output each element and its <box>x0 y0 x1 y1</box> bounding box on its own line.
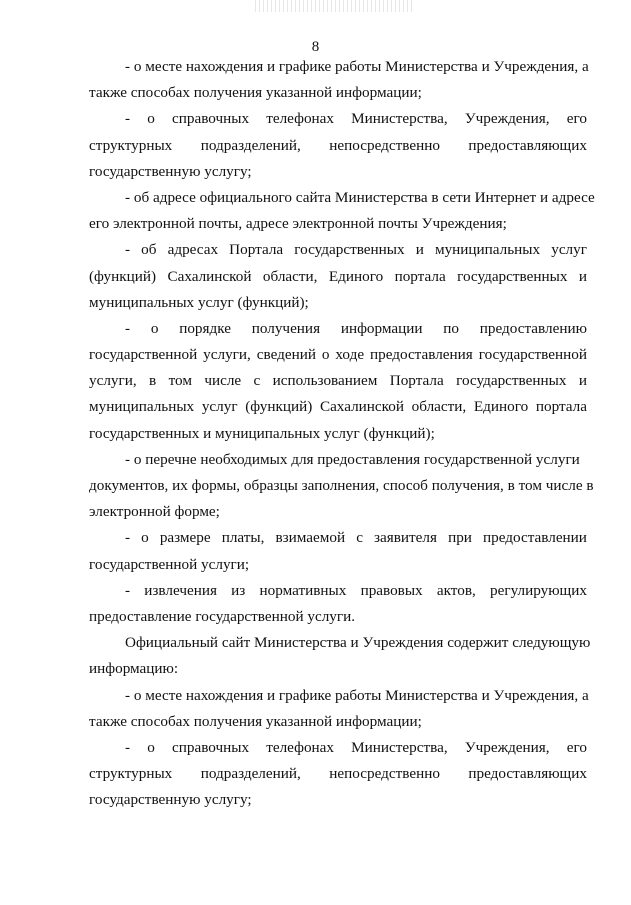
text-line <box>89 735 587 761</box>
word: платы, <box>221 529 265 547</box>
word: информации <box>340 319 423 337</box>
word: портала <box>535 398 587 416</box>
word: структурных <box>89 765 173 783</box>
text-line <box>89 368 587 394</box>
word: использованием <box>272 372 378 390</box>
word: его <box>566 110 587 128</box>
word: предоставляющих <box>468 136 587 154</box>
word: из <box>231 581 246 599</box>
word: (функций) <box>245 398 313 416</box>
paragraph <box>89 578 587 630</box>
paragraph <box>89 630 591 682</box>
word: структурных <box>89 136 173 154</box>
word: регулирующих <box>490 581 587 599</box>
word: услуги, <box>89 372 137 390</box>
word: телефонах <box>266 738 334 756</box>
text-line: предоставление государственной услуги. <box>89 607 356 625</box>
word: предоставлении <box>483 529 587 547</box>
word: Портала <box>229 241 284 259</box>
text-line: муниципальных услуг (функций); <box>89 293 309 311</box>
text-line: информацию: <box>89 660 179 678</box>
word: при <box>448 529 472 547</box>
text-line: документов, их формы, образцы заполнения, способ получения, в том числе в <box>89 477 594 494</box>
word: - <box>125 581 131 599</box>
word: Сахалинской <box>319 398 404 416</box>
paragraph <box>89 525 587 577</box>
text-line: также способах получения указанной информации; <box>89 84 422 102</box>
paragraph <box>89 54 587 106</box>
word: Портала <box>389 372 444 390</box>
word: сведений <box>256 346 316 364</box>
word: государственной <box>89 346 198 364</box>
word: предоставлению <box>479 319 587 337</box>
word: - <box>125 738 131 756</box>
word: взимаемой <box>275 529 346 547</box>
word: извлечения <box>144 581 217 599</box>
word: Министерства, <box>351 110 448 128</box>
text-line <box>89 237 587 263</box>
paragraph <box>89 106 587 185</box>
word: муниципальных <box>434 241 541 259</box>
word: Единого <box>328 267 384 285</box>
word: услуг <box>201 398 238 416</box>
text-line <box>89 316 587 342</box>
word: подразделений, <box>200 136 301 154</box>
word: справочных <box>172 110 250 128</box>
text-line <box>89 525 587 551</box>
word: подразделений, <box>200 765 301 783</box>
word: - <box>125 110 131 128</box>
word: государственных <box>294 241 405 259</box>
word: его <box>566 738 587 756</box>
word: о <box>147 110 155 128</box>
word: и <box>578 267 587 285</box>
word: Учреждения, <box>464 110 550 128</box>
text-line <box>89 761 587 787</box>
word: порядке <box>179 319 231 337</box>
word: услуги, <box>203 346 251 364</box>
word: - <box>125 319 131 337</box>
word: Единого <box>473 398 529 416</box>
word: по <box>443 319 460 337</box>
word: размере <box>159 529 211 547</box>
text-line: его электронной почты, адресе электронной почты Учреждения; <box>89 215 507 233</box>
paragraph <box>89 683 587 735</box>
word: о <box>321 346 330 364</box>
word: услуг <box>551 241 587 259</box>
paragraph <box>89 237 587 316</box>
word: получения <box>251 319 321 337</box>
word: области, <box>411 398 467 416</box>
word: предоставления <box>369 346 473 364</box>
text-line <box>89 342 587 368</box>
word: (функций) <box>89 267 157 285</box>
page-number: 8 <box>311 39 320 55</box>
document-body <box>89 54 595 813</box>
text-line: - о месте нахождения и графике работы Министерства и Учреждения, а <box>125 58 589 75</box>
word: государственных <box>456 372 567 390</box>
word: - <box>125 529 131 547</box>
word: о <box>150 319 159 337</box>
word: портала <box>394 267 446 285</box>
word: непосредственно <box>329 765 440 783</box>
text-line: государственных и муниципальных услуг (функций); <box>89 424 435 442</box>
text-line: Официальный сайт Министерства и Учреждения содержит следующую <box>125 634 591 652</box>
word: справочных <box>172 738 250 756</box>
word: с <box>253 372 261 390</box>
paragraph <box>89 447 594 526</box>
word: нормативных <box>259 581 347 599</box>
word: о <box>147 738 155 756</box>
paragraph <box>89 316 587 447</box>
paragraph <box>89 185 595 237</box>
word: Министерства, <box>351 738 448 756</box>
word: правовых <box>360 581 423 599</box>
text-line <box>89 394 587 420</box>
word: государственной <box>478 346 587 364</box>
word: государственных <box>457 267 568 285</box>
word: с <box>356 529 363 547</box>
text-line: - об адресе официального сайта Министерства в сети Интернет и адресе <box>125 188 595 206</box>
word: в <box>149 372 157 390</box>
paragraph <box>89 735 587 814</box>
text-line: - о перечне необходимых для предоставления государственной услуги <box>125 450 580 468</box>
scan-artifact <box>255 0 415 12</box>
word: и <box>578 372 587 390</box>
text-line: государственную услугу; <box>89 162 252 180</box>
word: предоставляющих <box>468 765 587 783</box>
word: актов, <box>436 581 476 599</box>
word: области, <box>262 267 318 285</box>
word: Сахалинской <box>167 267 252 285</box>
word: о <box>141 529 149 547</box>
word: числе <box>204 372 242 390</box>
text-line: государственную услугу; <box>89 791 252 809</box>
text-line <box>89 106 587 132</box>
text-line: - о месте нахождения и графике работы Министерства и Учреждения, а <box>125 686 589 704</box>
word: заявителя <box>374 529 437 547</box>
text-line <box>89 578 587 604</box>
word: - <box>125 241 131 259</box>
text-line: государственной услуги; <box>89 555 250 573</box>
text-line: также способах получения указанной информации; <box>89 712 422 730</box>
word: Учреждения, <box>464 738 550 756</box>
word: непосредственно <box>329 136 440 154</box>
word: адресах <box>167 241 219 259</box>
word: телефонах <box>266 110 334 128</box>
text-line <box>89 264 587 290</box>
word: об <box>141 241 157 259</box>
word: муниципальных <box>89 398 195 416</box>
word: и <box>415 241 424 259</box>
word: том <box>168 372 192 390</box>
word: ходе <box>335 346 365 364</box>
text-line: электронной форме; <box>89 503 220 521</box>
text-line <box>89 133 587 159</box>
